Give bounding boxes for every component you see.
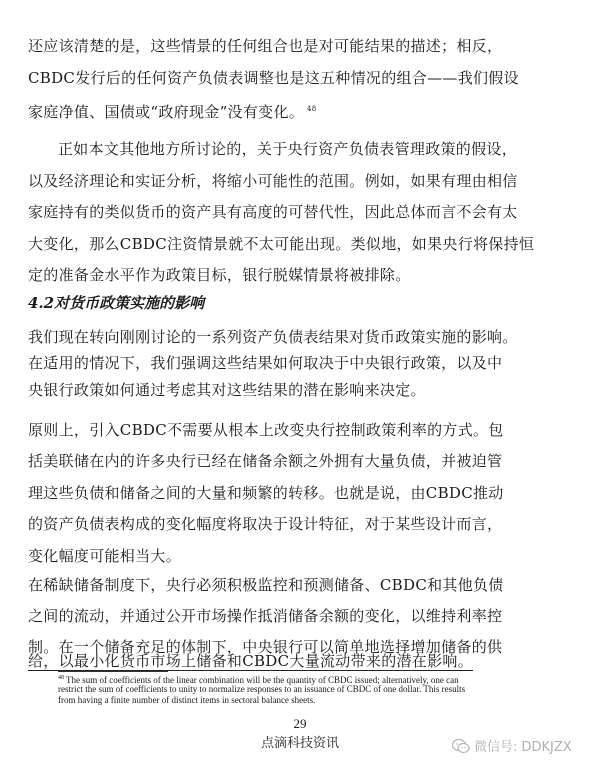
- text-line: 在稀缺储备制度下，央行必须积极监控和预测储备、CBDC和其他负债: [28, 576, 504, 594]
- text-line: 大变化，那么CBDC注资情景就不太可能出现。类似地，如果央行将保持恒: [28, 235, 535, 253]
- watermark: [452, 736, 572, 755]
- text-line: 理这些负债和储备之间的大量和频繁的转移。也就是说，由CBDC推动: [28, 484, 504, 502]
- text-line: 变化幅度可能相当大。: [28, 547, 182, 565]
- text-line: 我们现在转向刚刚讨论的一系列资产负债表结果对货币政策实施的影响。: [28, 328, 518, 346]
- footnote-text: The sum of coefficients of the linear combination will be the quantity of CBDC issued; alternatively, one can: [66, 675, 459, 685]
- text-line: 央银行政策如何通过考虑其对这些结果的潜在影响来决定。: [28, 381, 426, 399]
- text-line: 正如本文其他地方所讨论的，关于央行资产负债表管理政策的假设，: [58, 140, 518, 158]
- watermark-text: 微信号: DDKJZX: [474, 740, 572, 755]
- text-line: 原则上，引入CBDC不需要从根本上改变央行控制政策利率的方式。包: [28, 421, 504, 439]
- text-line: 制。在一个储备充足的体制下，中央银行可以简单地选择增加储备的供: [28, 638, 503, 656]
- section-heading: 4.2对货币政策实施的影响: [28, 294, 205, 312]
- footnote-number: 48: [58, 675, 64, 681]
- text-line: 在适用的情况下，我们强调这些结果如何取决于中央银行政策，以及中: [28, 354, 503, 372]
- text-line: [28, 99, 576, 122]
- text-span: 给，以最小化货币市场上储备和CBDC大量流动带来的潜在影响。: [28, 652, 474, 670]
- text-line: [28, 651, 576, 671]
- wechat-icon: [452, 738, 470, 754]
- text-line: 家庭持有的类似货币的资产具有高度的可替代性，因此总体而言不会有太: [28, 203, 518, 221]
- footnote-reference[interactable]: 48: [307, 105, 317, 113]
- text-line: 定的准备金水平作为政策目标，银行脱媒情景将被排除。: [28, 266, 411, 284]
- text-line: 以及经济理论和实证分析，将缩小可能性的范围。例如，如果有理由相信: [28, 172, 518, 190]
- footnote-line: restrict the sum of coefficients to unity to normalize responses to an issuance of CBDC of one dollar. This results: [58, 684, 466, 694]
- text-line: 的资产负债表构成的变化幅度将取决于设计特征，对于某些设计而言，: [28, 515, 503, 533]
- publisher-name: 点滴科技资讯: [260, 736, 339, 751]
- page-number: 29: [293, 716, 307, 731]
- text-line: 之间的流动，并通过公开市场操作抵消储备余额的变化，以维持利率控: [28, 607, 503, 625]
- text-line: CBDC发行后的任何资产负债表调整也是这五种情况的组合——我们假设: [28, 69, 519, 87]
- text-line: 还应该清楚的是，这些情景的任何组合也是对可能结果的描述；相反，: [28, 37, 503, 55]
- text-span: 家庭净值、国债或“政府现金”没有变化。: [28, 103, 305, 121]
- footnote-line: from having a finite number of distinct items in sectoral balance sheets.: [58, 695, 316, 705]
- text-line: 括美联储在内的许多央行已经在储备余额之外拥有大量负债，并被迫管: [28, 452, 503, 470]
- footnote-divider: [58, 671, 168, 672]
